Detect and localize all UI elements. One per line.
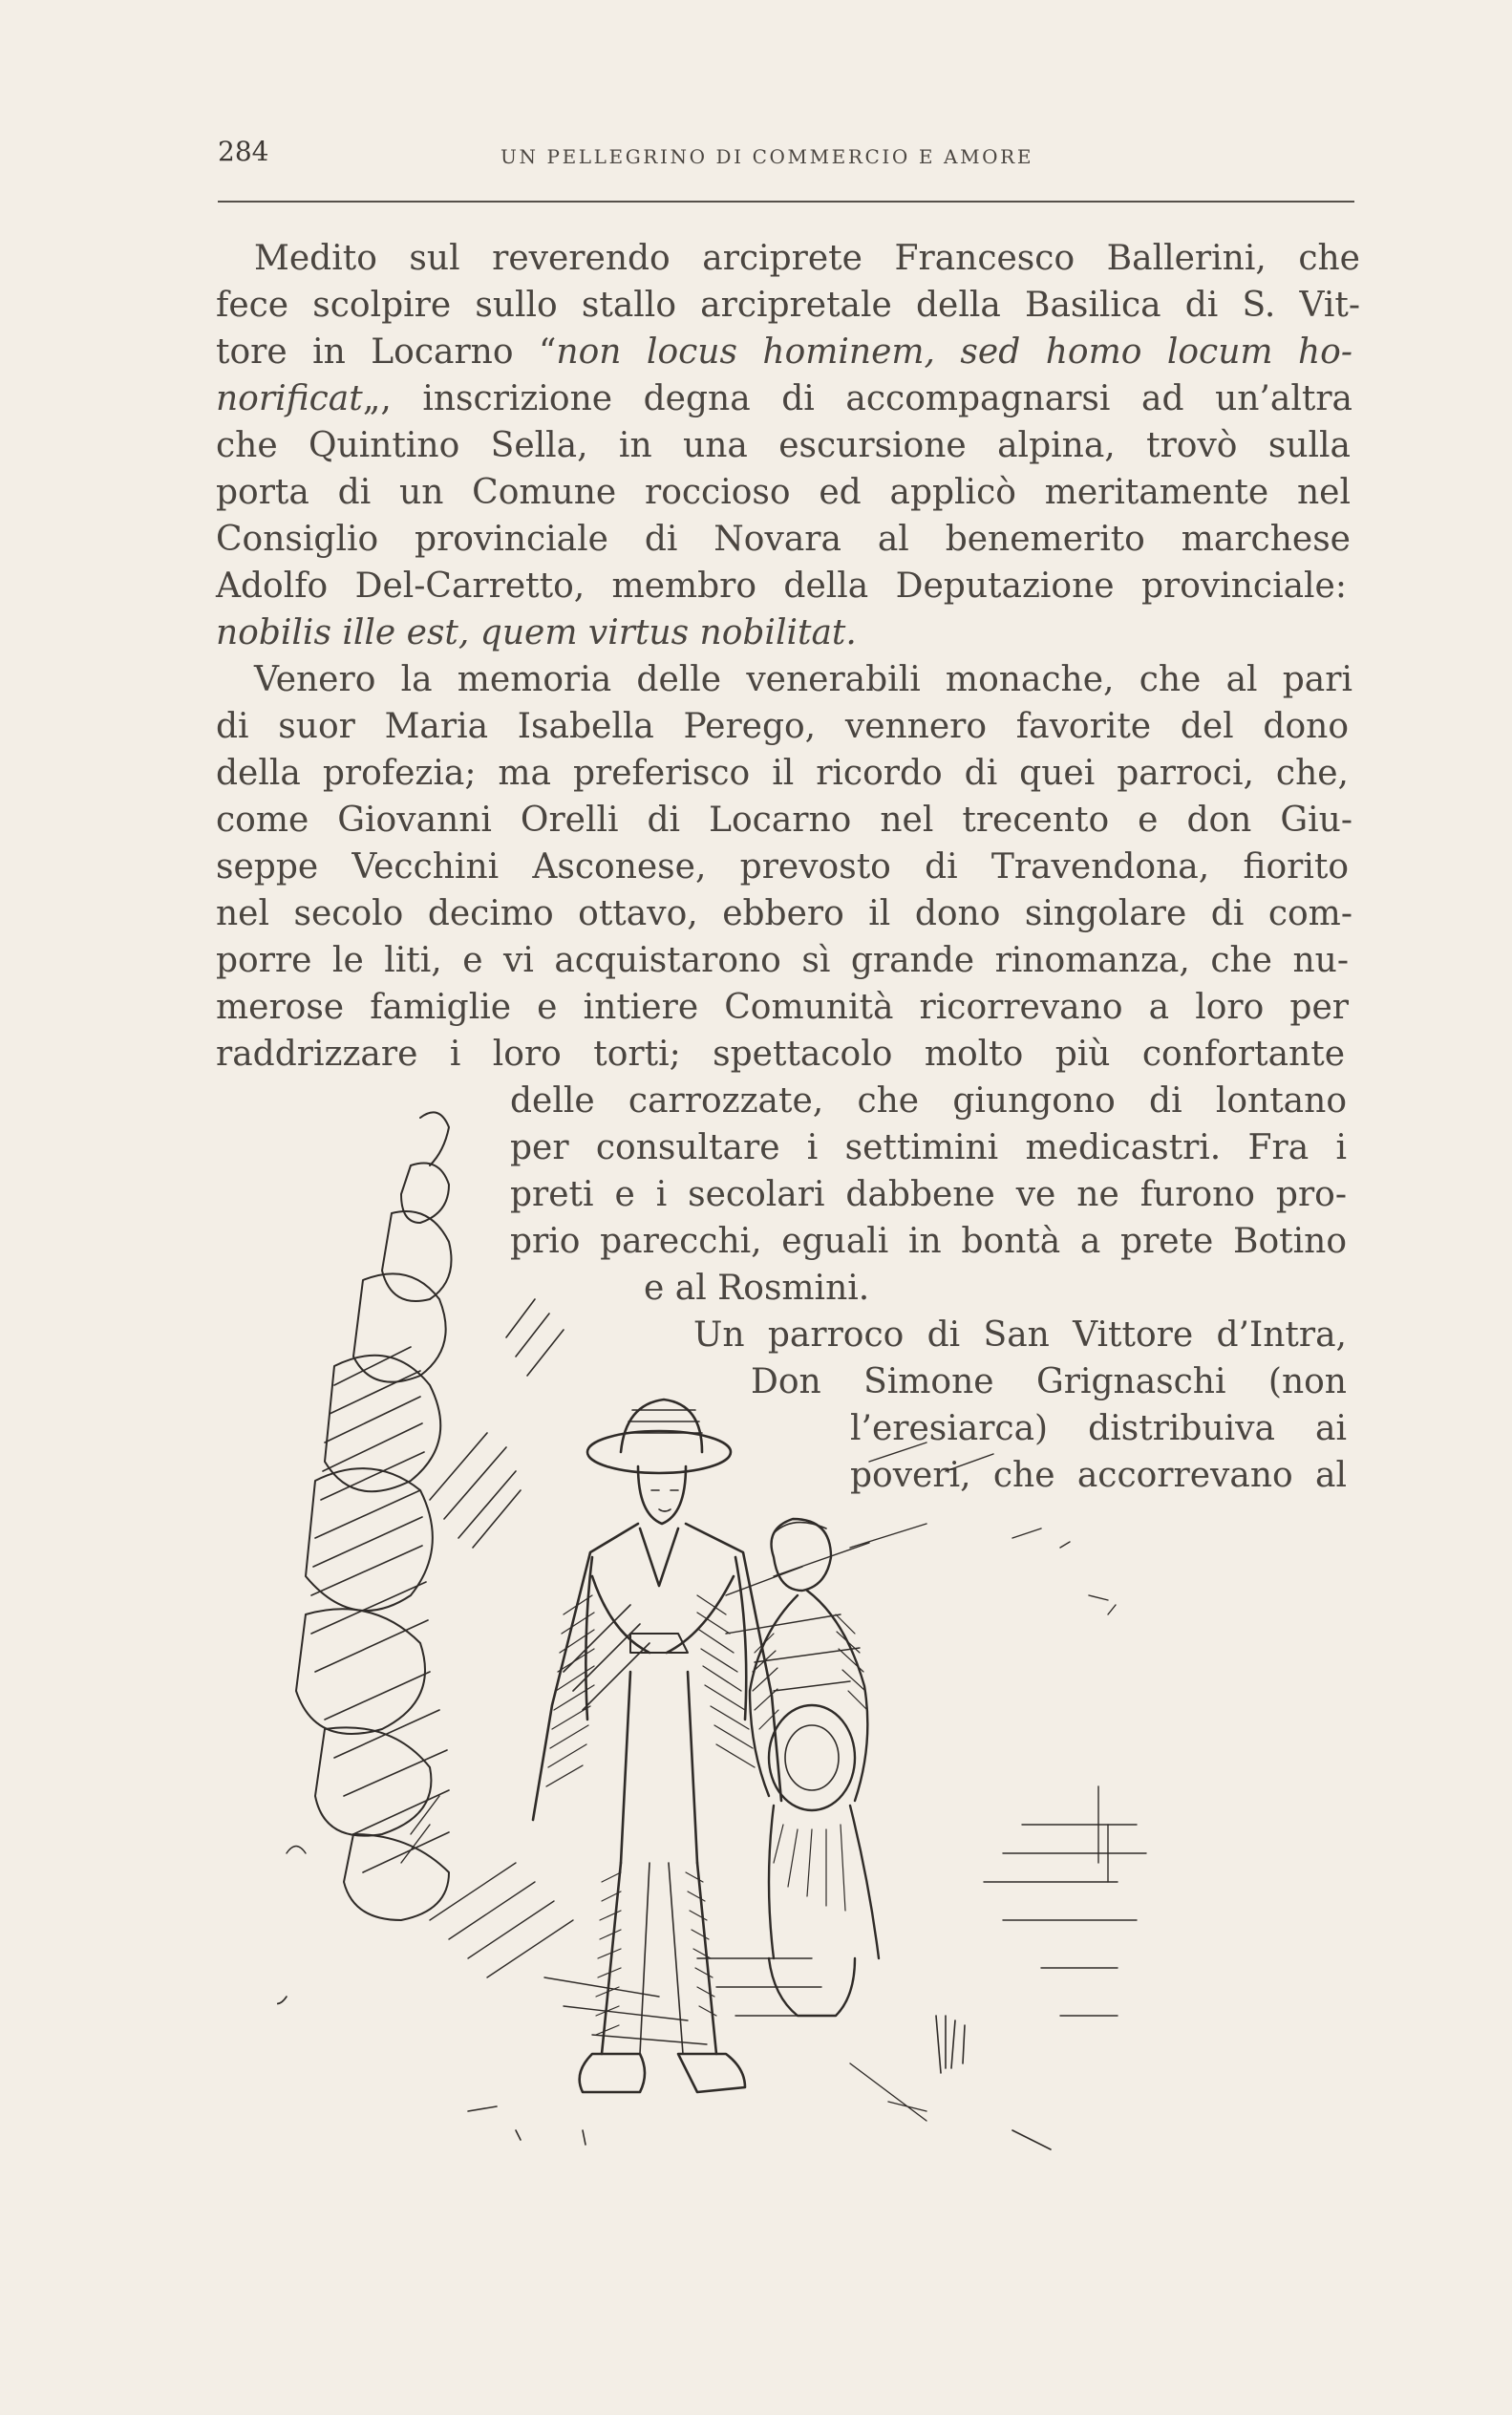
page-header	[218, 136, 1354, 174]
text-line: poveri, che accorrevano al	[850, 1456, 1347, 1495]
text-line: norificat„, inscrizione degna di accompagnarsi ad un’altra	[216, 379, 1352, 418]
text-line: per consultare i settimini medicastri. Fra i	[510, 1128, 1347, 1167]
text-line: merose famiglie e intiere Comunità ricorrevano a loro per	[216, 988, 1349, 1027]
text-line: Medito sul reverendo arciprete Francesco Ballerini, che	[254, 239, 1360, 278]
text-line: nel secolo decimo ottavo, ebbero il dono singolare di com-	[216, 894, 1352, 933]
grass-tufts	[468, 2016, 1051, 2149]
text-line: di suor Maria Isabella Perego, vennero favorite del dono	[216, 707, 1349, 746]
text-line: tore in Locarno “non locus hominem, sed homo locum ho-	[216, 332, 1352, 372]
text-line: come Giovanni Orelli di Locarno nel trecento e don Giu-	[216, 801, 1352, 840]
text-line: prio parecchi, eguali in bontà a prete Botino	[510, 1222, 1347, 1261]
text-line: Un parroco di San Vittore d’Intra,	[693, 1315, 1347, 1355]
text-line: delle carrozzate, che giungono di lontano	[510, 1081, 1347, 1121]
page-number: 284	[218, 136, 269, 167]
text-line: nobilis ille est, quem virtus nobilitat.	[216, 613, 857, 652]
text-line: Venero la memoria delle venerabili monache, che al pari	[254, 660, 1352, 699]
priest-figure	[533, 1400, 781, 2092]
text-line: Don Simone Grignaschi (non	[751, 1362, 1347, 1401]
text-line: della profezia; ma preferisco il ricordo di quei parroci, che,	[216, 754, 1349, 793]
text-line: Consiglio provinciale di Novara al benemerito marchese	[216, 520, 1351, 559]
text-line: porre le liti, e vi acquistarono sì grande rinomanza, che nu-	[216, 941, 1349, 980]
ground-lines	[287, 1796, 821, 2044]
engraving-illustration	[277, 1099, 1309, 2159]
hatching-drawing	[311, 1299, 650, 1872]
text-line: porta di un Comune roccioso ed applicò meritamente nel	[216, 473, 1351, 512]
text-line: l’eresiarca) distribuiva ai	[850, 1409, 1347, 1448]
priest-and-peasant-drawing	[277, 1099, 1309, 2159]
text-line: preti e i secolari dabbene ve ne furono pro-	[510, 1175, 1347, 1214]
text-line: e al Rosmini.	[644, 1269, 870, 1308]
peasant-figure	[750, 1519, 879, 2016]
text-line: seppe Vecchini Asconese, prevosto di Travendona, fiorito	[216, 847, 1349, 887]
running-title: UN PELLEGRINO DI COMMERCIO E AMORE	[500, 145, 1034, 168]
text-line: fece scolpire sullo stallo arcipretale della Basilica di S. Vit-	[216, 286, 1360, 325]
text-line: Adolfo Del-Carretto, membro della Deputazione provinciale:	[216, 566, 1347, 606]
header-rule	[218, 201, 1354, 203]
text-line: raddrizzare i loro torti; spettacolo molto più confortante	[216, 1035, 1345, 1074]
text-line: che Quintino Sella, in una escursione alpina, trovò sulla	[216, 426, 1351, 465]
foliage-drawing	[296, 1112, 452, 1920]
signature-mark	[277, 1990, 287, 2004]
